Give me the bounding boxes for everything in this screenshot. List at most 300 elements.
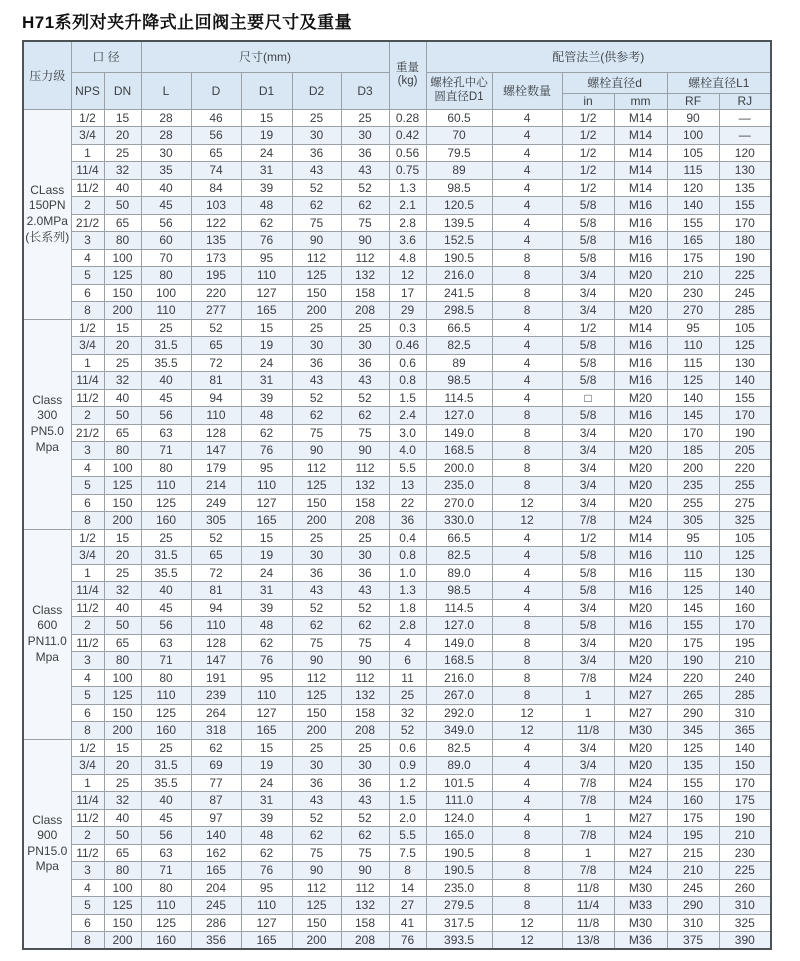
table-cell: 41 [389,914,426,932]
table-cell: 127 [241,494,292,512]
table-cell: 2.4 [389,407,426,425]
table-cell: 4 [492,809,562,827]
table-cell: 63 [141,424,191,442]
table-cell: 125 [141,704,191,722]
table-cell: 127 [241,284,292,302]
table-cell: 65 [191,547,241,565]
table-cell: 52 [341,599,389,617]
table-cell: 94 [191,389,241,407]
table-cell: 1 [562,704,614,722]
table-cell: 25 [292,529,341,547]
table-cell: 127 [241,914,292,932]
table-cell: 79.5 [426,144,492,162]
table-row [23,249,771,267]
table-cell: 12 [492,512,562,530]
table-cell: 204 [191,879,241,897]
table-cell: 0.28 [389,109,426,127]
table-cell: 30 [292,547,341,565]
table-cell: 25 [341,319,389,337]
table-cell: 40 [104,389,141,407]
table-cell: 80 [141,459,191,477]
table-cell: 115 [667,162,719,180]
table-cell: 3/4 [562,302,614,320]
table-cell: 63 [141,844,191,862]
table-cell: 0.75 [389,162,426,180]
table-cell: 20 [104,757,141,775]
table-cell: 7/8 [562,774,614,792]
table-row [23,267,771,285]
col-header-d3: D3 [341,72,389,109]
table-cell: 1/2 [562,162,614,180]
table-cell: 52 [292,809,341,827]
table-cell: M24 [614,792,667,810]
table-cell: 32 [104,582,141,600]
table-cell: 4.0 [389,442,426,460]
table-cell: 101.5 [426,774,492,792]
table-cell: 30 [341,127,389,145]
table-cell: 43 [292,792,341,810]
table-cell: 4 [492,564,562,582]
table-cell: 89.0 [426,564,492,582]
table-cell: 29 [389,302,426,320]
table-cell: 125 [292,687,341,705]
table-cell: 11/4 [71,792,104,810]
table-cell: 19 [241,547,292,565]
table-cell: 110 [241,687,292,705]
table-cell: 48 [241,617,292,635]
table-cell: 305 [667,512,719,530]
table-cell: 165 [241,512,292,530]
table-cell: 8 [492,249,562,267]
table-cell: 165 [191,862,241,880]
table-cell: 11/2 [71,844,104,862]
table-cell: 1.2 [389,774,426,792]
table-row [23,617,771,635]
table-cell: 215 [667,844,719,862]
table-row [23,757,771,775]
table-cell: 285 [719,302,771,320]
table-cell: 15 [241,739,292,757]
table-row [23,477,771,495]
table-cell: 8 [389,862,426,880]
table-cell: 8 [71,512,104,530]
table-cell: 140 [667,197,719,215]
table-cell: 4 [492,162,562,180]
table-cell: 100 [104,669,141,687]
table-cell: 75 [292,424,341,442]
table-cell: M14 [614,179,667,197]
table-cell: 214 [191,477,241,495]
table-cell: 52 [341,389,389,407]
table-cell: 8 [492,477,562,495]
table-cell: 60.5 [426,109,492,127]
table-cell: 56 [141,827,191,845]
table-cell: 5/8 [562,214,614,232]
table-cell: 310 [667,914,719,932]
table-cell: 50 [104,827,141,845]
table-cell: 290 [667,704,719,722]
table-cell: 80 [104,232,141,250]
table-cell: 286 [191,914,241,932]
table-cell: 1 [71,144,104,162]
table-cell: 190.5 [426,249,492,267]
table-cell: 3 [71,442,104,460]
table-cell: M20 [614,389,667,407]
col-header-rf: RF [667,93,719,109]
table-cell: 190 [719,424,771,442]
table-cell: M20 [614,494,667,512]
table-cell: 210 [719,652,771,670]
table-cell: 125 [141,494,191,512]
table-cell: 105 [719,319,771,337]
table-cell: □ [562,389,614,407]
table-cell: 15 [104,319,141,337]
table-cell: 127.0 [426,407,492,425]
table-cell: 100 [141,284,191,302]
table-row [23,687,771,705]
table-cell: 15 [241,529,292,547]
table-cell: 43 [341,162,389,180]
table-cell: 200 [104,302,141,320]
table-cell: 1 [562,809,614,827]
table-cell: 200 [292,932,341,950]
table-cell: 60 [141,232,191,250]
table-cell: 349.0 [426,722,492,740]
table-cell: 70 [426,127,492,145]
table-cell: 255 [719,477,771,495]
table-cell: 190 [719,809,771,827]
table-cell: 1/2 [562,144,614,162]
table-cell: 89 [426,354,492,372]
table-cell: 285 [719,687,771,705]
table-cell: 112 [292,669,341,687]
table-cell: 30 [341,337,389,355]
table-cell: M16 [614,197,667,215]
table-cell: M16 [614,547,667,565]
table-cell: 98.5 [426,582,492,600]
table-cell: 13 [389,477,426,495]
table-row [23,354,771,372]
table-cell: 35 [141,162,191,180]
table-cell: 25 [141,319,191,337]
table-cell: 168.5 [426,442,492,460]
table-cell: 165 [241,932,292,950]
table-cell: 111.0 [426,792,492,810]
table-cell: 4 [389,634,426,652]
table-cell: 125 [104,267,141,285]
table-cell: 185 [667,442,719,460]
table-cell: 81 [191,372,241,390]
table-cell: 90 [341,652,389,670]
table-cell: 112 [292,249,341,267]
table-cell: 4 [492,232,562,250]
table-cell: 28 [141,109,191,127]
table-cell: 50 [104,617,141,635]
table-cell: 71 [141,862,191,880]
table-cell: 62 [341,827,389,845]
table-cell: 105 [719,529,771,547]
table-cell: 235 [667,477,719,495]
table-cell: 25 [104,774,141,792]
table-cell: 125 [667,372,719,390]
table-cell: 305 [191,512,241,530]
table-cell: 31 [241,792,292,810]
table-cell: 245 [667,879,719,897]
table-row [23,144,771,162]
table-cell: 80 [141,669,191,687]
table-cell: 162 [191,844,241,862]
table-cell: 90 [341,862,389,880]
table-cell: 3/4 [562,477,614,495]
table-cell: 125 [719,337,771,355]
table-cell: 15 [104,109,141,127]
table-cell: 155 [667,617,719,635]
table-cell: 48 [241,827,292,845]
table-row [23,582,771,600]
table-row [23,652,771,670]
table-cell: 160 [141,722,191,740]
table-cell: 260 [719,879,771,897]
table-cell: 127 [241,704,292,722]
table-cell: 190.5 [426,844,492,862]
table-cell: 25 [341,109,389,127]
table-cell: M16 [614,617,667,635]
table-cell: 0.8 [389,547,426,565]
table-cell: 31 [241,372,292,390]
table-cell: 277 [191,302,241,320]
table-cell: 65 [191,144,241,162]
table-cell: 4 [71,669,104,687]
table-cell: 290 [667,897,719,915]
table-cell: 30 [292,757,341,775]
table-cell: M14 [614,144,667,162]
table-cell: 128 [191,634,241,652]
col-header-bolt-len-group: 螺栓直径L1 [667,72,771,93]
table-cell: 165 [241,302,292,320]
table-cell: 25 [104,564,141,582]
table-cell: 17 [389,284,426,302]
table-cell: 36 [292,354,341,372]
table-cell: M30 [614,914,667,932]
table-cell: M20 [614,424,667,442]
table-cell: 4 [492,547,562,565]
table-cell: 240 [719,669,771,687]
table-cell: 65 [104,634,141,652]
table-row [23,109,771,127]
table-cell: 0.4 [389,529,426,547]
table-cell: 8 [492,827,562,845]
table-cell: 110 [141,687,191,705]
table-cell: 112 [341,249,389,267]
table-cell: 110 [141,477,191,495]
table-cell: 3 [71,652,104,670]
table-cell: 6 [71,284,104,302]
table-cell: 4 [492,354,562,372]
table-cell: 4 [492,529,562,547]
table-cell: 5.5 [389,827,426,845]
table-cell: 11/4 [71,582,104,600]
table-cell: 5 [71,897,104,915]
table-cell: 114.5 [426,599,492,617]
table-cell: 208 [341,932,389,950]
table-cell: 12 [492,722,562,740]
table-cell: 155 [719,197,771,215]
table-cell: 3/4 [562,634,614,652]
table-cell: 36 [341,774,389,792]
table-cell: 1.5 [389,792,426,810]
table-cell: 12 [492,914,562,932]
table-cell: 4 [71,459,104,477]
table-cell: M20 [614,267,667,285]
col-header-d2: D2 [292,72,341,109]
table-cell: 52 [191,529,241,547]
table-cell: 165 [667,232,719,250]
table-cell: 220 [191,284,241,302]
table-cell: M14 [614,162,667,180]
table-cell: 356 [191,932,241,950]
table-cell: 66.5 [426,319,492,337]
table-cell: 62 [241,424,292,442]
table-cell: 310 [719,897,771,915]
table-cell: 5 [71,267,104,285]
table-cell: 3/4 [71,547,104,565]
table-cell: 52 [389,722,426,740]
table-cell: 19 [241,127,292,145]
table-cell: 3/4 [562,459,614,477]
table-cell: 62 [292,407,341,425]
table-cell: 160 [141,512,191,530]
table-cell: 4 [492,739,562,757]
table-row [23,512,771,530]
col-header-in: in [562,93,614,109]
table-cell: 5.5 [389,459,426,477]
table-cell: 76 [241,232,292,250]
table-cell: M27 [614,844,667,862]
table-cell: M20 [614,739,667,757]
table-cell: 43 [341,792,389,810]
table-cell: 1.0 [389,564,426,582]
table-cell: 30 [292,337,341,355]
table-row [23,389,771,407]
table-cell: 245 [191,897,241,915]
table-cell: 4 [492,214,562,232]
table-cell: 110 [141,897,191,915]
table-cell: M20 [614,599,667,617]
col-header-nps: NPS [71,72,104,109]
col-header-d: D [191,72,241,109]
table-cell: 89.0 [426,757,492,775]
table-cell: 5/8 [562,337,614,355]
table-cell: 75 [292,214,341,232]
table-cell: 8 [492,687,562,705]
table-cell: 179 [191,459,241,477]
table-cell: 62 [341,197,389,215]
table-cell: 39 [241,179,292,197]
table-cell: 12 [492,932,562,950]
table-cell: 5/8 [562,372,614,390]
table-cell: 25 [104,354,141,372]
table-cell: 1.5 [389,389,426,407]
table-cell: 120 [719,144,771,162]
table-cell: 200 [104,512,141,530]
table-cell: 132 [341,897,389,915]
table-cell: M16 [614,564,667,582]
table-cell: 62 [241,844,292,862]
table-cell: 170 [719,774,771,792]
table-cell: 75 [341,214,389,232]
table-cell: 210 [667,862,719,880]
table-cell: 139.5 [426,214,492,232]
table-cell: 112 [292,459,341,477]
page-title: H71系列对夹升降式止回阀主要尺寸及重量 [22,13,353,32]
table-cell: M27 [614,704,667,722]
table-cell: 127.0 [426,617,492,635]
table-cell: 145 [667,599,719,617]
table-cell: 32 [104,792,141,810]
table-cell: 7/8 [562,827,614,845]
table-cell: 3.0 [389,424,426,442]
table-cell: 75 [341,634,389,652]
table-cell: 140 [719,739,771,757]
table-cell: 155 [667,774,719,792]
table-cell: 35.5 [141,774,191,792]
table-cell: 56 [141,617,191,635]
table-cell: 45 [141,599,191,617]
table-cell: 65 [104,214,141,232]
pressure-class-cell: CLass 150PN 2.0MPa (长系列) [23,109,71,319]
table-row [23,932,771,950]
table-cell: 152.5 [426,232,492,250]
table-cell: 30 [292,127,341,145]
table-cell: 124.0 [426,809,492,827]
table-cell: 200.0 [426,459,492,477]
table-cell: M16 [614,372,667,390]
table-cell: 3/4 [562,284,614,302]
table-body [23,109,771,949]
table-cell: 225 [719,267,771,285]
table-cell: 112 [341,879,389,897]
table-cell: 216.0 [426,267,492,285]
table-cell: 8 [492,267,562,285]
table-cell: 21/2 [71,424,104,442]
table-cell: 77 [191,774,241,792]
table-cell: 3/4 [562,739,614,757]
col-header-weight: 重量 (kg) [389,41,426,109]
table-cell: 1 [562,844,614,862]
table-cell: 158 [341,494,389,512]
table-cell: 11/8 [562,879,614,897]
table-cell: 2.1 [389,197,426,215]
table-cell: 7/8 [562,669,614,687]
table-cell: 80 [104,862,141,880]
table-cell: 120.5 [426,197,492,215]
table-cell: 165 [241,722,292,740]
table-cell: 15 [104,529,141,547]
table-cell: 95 [241,669,292,687]
table-cell: 31.5 [141,337,191,355]
table-cell: 11/4 [71,162,104,180]
table-cell: 200 [292,722,341,740]
table-cell: 4.8 [389,249,426,267]
table-cell: 11/2 [71,389,104,407]
table-cell: 318 [191,722,241,740]
table-cell: 19 [241,337,292,355]
table-cell: 230 [719,844,771,862]
table-row [23,809,771,827]
table-cell: 200 [104,932,141,950]
table-cell: 95 [667,529,719,547]
table-cell: M20 [614,459,667,477]
